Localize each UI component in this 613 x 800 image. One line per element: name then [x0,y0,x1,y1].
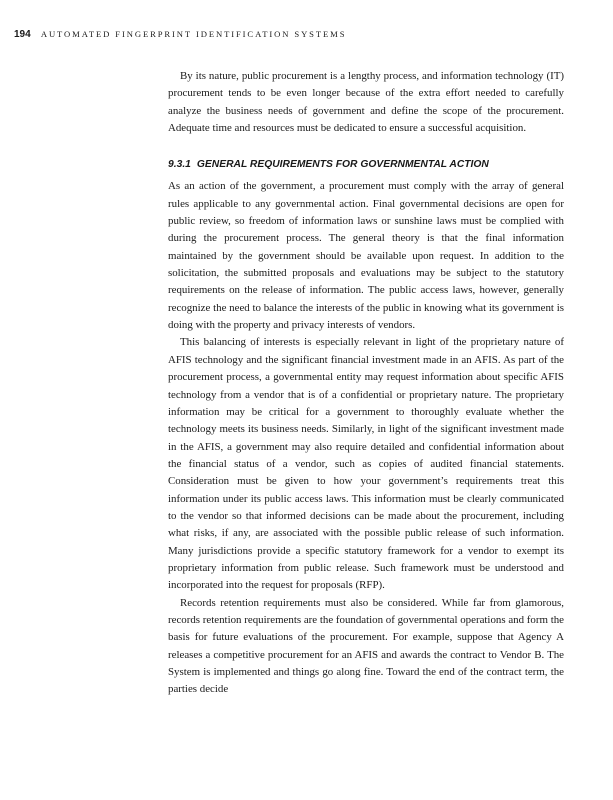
section-paragraph-2: This balancing of interests is especially relevant in light of the proprietary nature of AFIS technology and the significant financial investment made in an AFIS. As part of the procurement process, a governmental entity may request information about specific AFIS technology from a vendor that is of a confidential or proprietary nature. The proprietary information may be critical for a government to thoroughly evaluate whether the technology meets its business needs. Similarly, in light of the significant investment made in the AFIS, a government may also require detailed and confidential information about the financial status of a vendor, such as copies of audited financial statements. Consideration must be given to how your government’s requirements treat this information under its public access laws. This information must be clearly communicated to the vendor so that informed decisions can be made about the procurement, including what risks, if any, are associated with the possible public release of such information. Many jurisdictions provide a specific statutory framework for a vendor to exempt its proprietary information from public release. Such framework must be understood and incorporated into the request for proposals (RFP). [168,336,564,592]
book-title: AUTOMATED FINGERPRINT IDENTIFICATION SYSTEMS [40,29,347,39]
intro-paragraph: By its nature, public procurement is a lengthy process, and information technology (IT) procurement tends to be even longer because of the extra effort needed to carefully analyze the business needs of government and define the scope of the procurement. Adequate time and resources must be dedicated to ensure a successful acquisition. [168,70,564,135]
section-number: 9.3.1 [168,159,191,171]
section-paragraph-3: Records retention requirements must also be considered. While far from glamorous, records retention requirements are the foundation of governmental operations and form the basis for future evaluations of the procurement. For example, suppose that Agency A releases a competitive procurement for an AFIS and awards the contract to Vendor B. The System is implemented and things go along fine. Toward the end of the contract term, the parties decide [168,596,564,696]
page-number: 194 [14,29,31,40]
body-text [168,68,564,699]
section-paragraph-1: As an action of the government, a procurement must comply with the array of general rules applicable to any governmental action. Final governmental decisions are open for public review, so freedom of information laws or sunshine laws must be complied with during the procurement process. The general theory is that the final information maintained by the government should be available upon request. In addition to the solicitation, the submitted proposals and evaluations may be subject to the statutory requirements on the release of information. The public access laws, however, generally recognize the need to balance the interests of the public in knowing what its government is doing with the property and privacy interests of vendors. [168,180,564,332]
running-head [14,28,346,41]
section-title: GENERAL REQUIREMENTS FOR GOVERNMENTAL ACTION [196,159,489,171]
section-heading [168,158,564,171]
